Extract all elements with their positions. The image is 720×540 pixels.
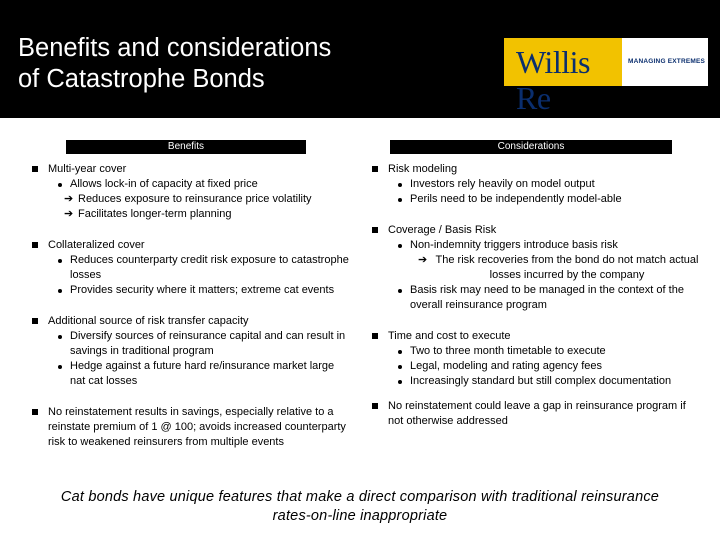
slide-title bbox=[18, 33, 331, 95]
square-bullet-icon bbox=[32, 166, 38, 172]
dot-bullet-icon bbox=[398, 365, 402, 369]
consideration-title: Coverage / Basis Risk bbox=[388, 224, 497, 236]
dot-bullet-icon bbox=[58, 365, 62, 369]
dot-bullet-icon bbox=[398, 350, 402, 354]
logo-brand: Willis Re bbox=[516, 44, 590, 116]
dot-bullet-icon bbox=[398, 289, 402, 293]
square-bullet-icon bbox=[372, 333, 378, 339]
dot-bullet-icon bbox=[58, 289, 62, 293]
consideration-title: Time and cost to execute bbox=[388, 330, 511, 342]
consideration-sub-item bbox=[372, 359, 702, 374]
arrow-item-text: Facilitates longer-term planning bbox=[78, 208, 232, 220]
dot-bullet-icon bbox=[398, 198, 402, 202]
benefit-item bbox=[32, 238, 352, 253]
considerations-heading: Considerations bbox=[390, 140, 672, 154]
benefits-column bbox=[32, 162, 352, 450]
square-bullet-icon bbox=[372, 403, 378, 409]
sub-item-text: Allows lock-in of capacity at fixed price bbox=[70, 178, 258, 190]
consideration-sub-item bbox=[372, 374, 702, 389]
consideration-sub-item bbox=[372, 192, 702, 207]
sub-item-text: Legal, modeling and rating agency fees bbox=[410, 360, 603, 372]
sub-item-text: Non-indemnity triggers introduce basis risk bbox=[410, 239, 618, 251]
willis-re-logo bbox=[504, 38, 708, 116]
square-bullet-icon bbox=[372, 227, 378, 233]
slide-title-line-1: Benefits and considerations bbox=[18, 34, 332, 62]
consideration-item bbox=[372, 162, 702, 177]
consideration-title: Risk modeling bbox=[388, 163, 458, 175]
square-bullet-icon bbox=[372, 166, 378, 172]
footer-line-2: rates-on-line inappropriate bbox=[272, 508, 448, 524]
logo-gold-block bbox=[504, 38, 622, 116]
sub-item-text: Increasingly standard but still complex documentation bbox=[410, 375, 672, 387]
slide-title-line-2: of Catastrophe Bonds bbox=[18, 65, 265, 93]
arrow-right-icon: ➔ bbox=[64, 208, 74, 220]
square-bullet-icon bbox=[32, 318, 38, 324]
square-bullet-icon bbox=[32, 242, 38, 248]
arrow-item-text: Reduces exposure to reinsurance price volatility bbox=[78, 193, 312, 205]
arrow-right-icon: ➔ bbox=[64, 193, 74, 205]
logo-tagline: MANAGING EXTREMES bbox=[628, 58, 706, 65]
benefit-title: Additional source of risk transfer capacity bbox=[48, 315, 249, 327]
benefit-item bbox=[32, 405, 352, 450]
consideration-sub-item bbox=[372, 177, 702, 192]
consideration-item bbox=[372, 399, 702, 429]
benefits-heading: Benefits bbox=[66, 140, 306, 154]
consideration-sub-item bbox=[372, 344, 702, 359]
benefit-arrow-item bbox=[32, 207, 352, 222]
benefit-item bbox=[32, 314, 352, 329]
arrow-right-icon: ➔ bbox=[418, 254, 428, 266]
benefit-sub-item bbox=[32, 177, 352, 192]
sub-item-text: Basis risk may need to be managed in the context of the overall reinsurance program bbox=[410, 284, 684, 311]
benefit-sub-item bbox=[32, 253, 352, 283]
benefit-sub-item bbox=[32, 359, 352, 389]
sub-item-text: Diversify sources of reinsurance capital and can result in savings in traditional program bbox=[70, 330, 346, 357]
dot-bullet-icon bbox=[58, 259, 62, 263]
sub-item-text: Perils need to be independently model-able bbox=[410, 193, 622, 205]
benefit-title: Collateralized cover bbox=[48, 239, 145, 251]
dot-bullet-icon bbox=[58, 335, 62, 339]
benefit-sub-item bbox=[32, 329, 352, 359]
footer-line-1: Cat bonds have unique features that make a direct comparison with traditional reinsurance bbox=[60, 489, 660, 505]
sub-item-text: Hedge against a future hard re/insurance market large nat cat losses bbox=[70, 360, 335, 387]
consideration-item bbox=[372, 329, 702, 344]
dot-bullet-icon bbox=[398, 380, 402, 384]
dot-bullet-icon bbox=[58, 183, 62, 187]
dot-bullet-icon bbox=[398, 244, 402, 248]
sub-item-text: Investors rely heavily on model output bbox=[410, 178, 595, 190]
square-bullet-icon bbox=[32, 409, 38, 415]
considerations-column bbox=[372, 162, 702, 429]
consideration-item bbox=[372, 223, 702, 238]
consideration-sub-item bbox=[372, 283, 702, 313]
sub-item-text: Provides security where it matters; extreme cat events bbox=[70, 284, 335, 296]
consideration-sub-item bbox=[372, 238, 702, 253]
benefit-title: Multi-year cover bbox=[48, 163, 127, 175]
sub-item-text: Reduces counterparty credit risk exposure to catastrophe losses bbox=[70, 254, 349, 281]
benefit-item bbox=[32, 162, 352, 177]
dot-bullet-icon bbox=[398, 183, 402, 187]
benefit-title: No reinstatement results in savings, especially relative to a reinstate premium of 1 @ 100; avoids increased counterparty risk to weakened reinsurers from multiple events bbox=[48, 406, 346, 448]
footer-conclusion bbox=[0, 488, 720, 526]
sub-item-text: Two to three month timetable to execute bbox=[410, 345, 606, 357]
consideration-arrow-item bbox=[372, 253, 702, 283]
benefit-sub-item bbox=[32, 283, 352, 298]
benefit-arrow-item bbox=[32, 192, 352, 207]
consideration-title: No reinstatement could leave a gap in reinsurance program if not otherwise addressed bbox=[388, 400, 686, 427]
title-bar bbox=[0, 0, 720, 118]
arrow-item-text: The risk recoveries from the bond do not match actual losses incurred by the company bbox=[435, 254, 699, 281]
